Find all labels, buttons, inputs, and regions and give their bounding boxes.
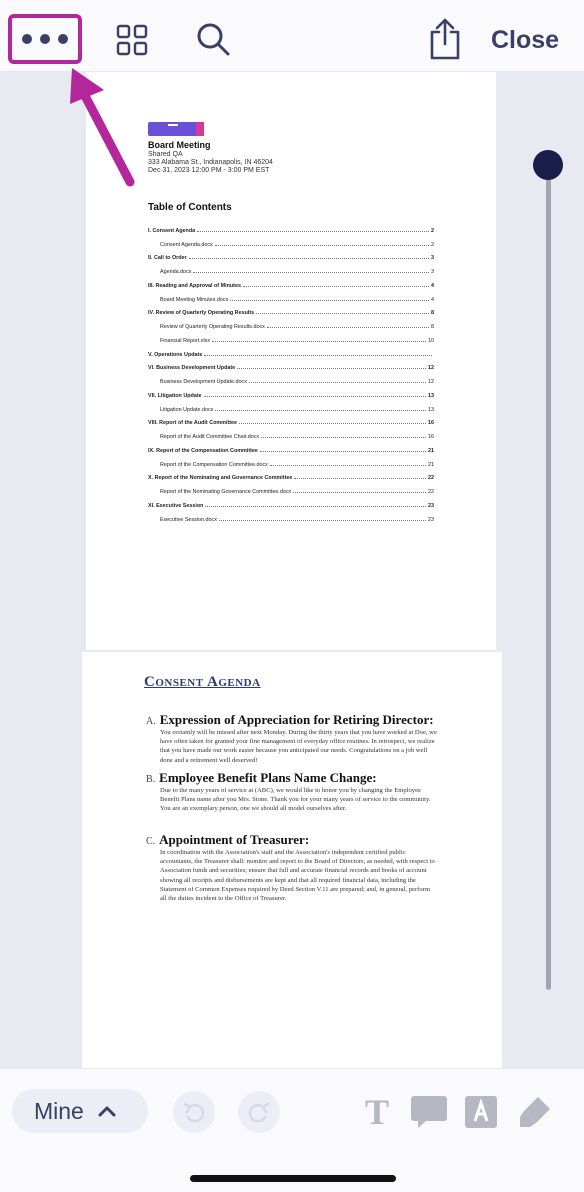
toc-entry-label: Review of Quarterly Operating Results.docx <box>160 324 265 330</box>
toc-entry[interactable] <box>148 275 434 289</box>
toc-leader-dots <box>204 396 426 397</box>
toc-entry-page: 16 <box>428 434 434 440</box>
search-button[interactable] <box>192 18 234 60</box>
toc-entry-page: 13 <box>428 392 434 399</box>
textbox-icon <box>464 1095 498 1129</box>
toc-entry[interactable] <box>148 316 434 330</box>
toc-entry-label: XI. Executive Session <box>148 502 204 509</box>
toc-leader-dots <box>260 451 426 452</box>
toc-entry[interactable] <box>148 344 434 358</box>
toc-entry-label: Consent Agenda.docx <box>160 241 213 248</box>
document-viewer[interactable] <box>0 72 584 1068</box>
toc-leader-dots <box>294 478 426 479</box>
toc-leader-dots <box>189 258 429 259</box>
toc-entry[interactable] <box>148 481 434 495</box>
toc-entry[interactable] <box>148 440 434 454</box>
toc-entry[interactable] <box>148 303 434 317</box>
table-of-contents <box>148 220 434 523</box>
text-tool-icon: T <box>364 1092 389 1132</box>
toc-entry-label: IX. Report of the Compensation Committee <box>148 447 258 454</box>
toc-entry[interactable] <box>148 385 434 399</box>
section-body: You certainly will be missed after next Monday. During the thirty years that you have worked at Doe, we have often taken for granted your fine management of everyday office routines. In retrospect, we realize that you have made our work easier because you anticipated our needs. Congratulations on a job well done and a retirement well deserved! <box>160 729 437 764</box>
toc-leader-dots <box>204 355 432 356</box>
section-letter: A. <box>146 716 156 727</box>
toc-entry-label: Agenda.docx <box>160 269 192 275</box>
toc-entry-page: 16 <box>428 420 434 427</box>
toc-entry-page: 2 <box>431 227 434 234</box>
toc-entry-label: VI. Business Development Update <box>148 365 236 372</box>
meeting-org: Shared QA <box>148 151 183 158</box>
toc-entry-label: Executive Session.docx <box>160 516 217 523</box>
toc-entry[interactable] <box>148 234 434 248</box>
section-heading: Employee Benefit Plans Name Change: <box>159 770 377 785</box>
toc-leader-dots <box>267 327 429 328</box>
toc-entry-page: 13 <box>428 406 434 413</box>
grid-icon <box>116 24 148 56</box>
toc-leader-dots <box>215 410 426 411</box>
undo-button[interactable] <box>173 1091 215 1133</box>
toc-entry-label: VIII. Report of the Audit Committee <box>148 420 238 427</box>
toc-entry-label: II. Call to Order <box>148 255 187 262</box>
toc-leader-dots <box>205 506 426 507</box>
toc-entry-label: I. Consent Agenda <box>148 227 196 234</box>
page-scrubber-handle[interactable] <box>533 150 563 180</box>
share-icon <box>428 18 462 60</box>
toc-leader-dots <box>215 245 429 246</box>
toc-leader-dots <box>230 300 429 301</box>
toc-entry-page: 23 <box>428 502 434 509</box>
toc-entry[interactable] <box>148 358 434 372</box>
toc-leader-dots <box>212 341 426 342</box>
toc-entry-page: 2 <box>431 241 434 248</box>
toc-entry-page: 23 <box>428 516 434 523</box>
toc-leader-dots <box>239 423 426 424</box>
toc-entry-page: 21 <box>428 447 434 454</box>
annotation-filter-button[interactable] <box>12 1089 148 1133</box>
close-button[interactable]: Close <box>490 25 560 54</box>
toc-title: Table of Contents <box>148 202 232 213</box>
section-heading: Appointment of Treasurer: <box>159 832 310 847</box>
toc-entry-label: Report of the Compensation Committee.docx <box>160 461 268 468</box>
pointer-arrow-icon <box>60 60 150 200</box>
toc-entry-label: VII. Litigation Update <box>148 392 202 399</box>
toc-entry-label: V. Operations Update <box>148 351 203 358</box>
toc-leader-dots <box>243 286 429 287</box>
toc-entry[interactable] <box>148 413 434 427</box>
text-tool-button[interactable] <box>358 1093 396 1131</box>
agenda-section <box>146 712 438 765</box>
comment-tool-button[interactable] <box>410 1093 448 1131</box>
toc-entry[interactable] <box>148 495 434 509</box>
toc-entry-label: Report of the Audit Committee Chair.docx <box>160 434 260 440</box>
textbox-tool-button[interactable] <box>462 1093 500 1131</box>
search-icon <box>195 21 231 57</box>
section-letter: C. <box>146 836 156 847</box>
toc-entry-label: Litigation Update.docx <box>160 406 214 413</box>
toc-entry[interactable] <box>148 454 434 468</box>
section-letter: B. <box>146 774 156 785</box>
meeting-time: Dec 31, 2023 12:00 PM - 3:00 PM EST <box>148 167 270 174</box>
consent-agenda-title: Consent Agenda <box>144 674 261 690</box>
toc-entry-page: 3 <box>431 255 434 262</box>
toc-entry-page: 4 <box>431 296 434 303</box>
more-options-button[interactable] <box>8 14 82 64</box>
filter-label: Mine <box>34 1097 84 1124</box>
toc-entry-page: 3 <box>431 269 434 275</box>
ellipsis-icon <box>22 34 68 44</box>
toc-entry-page: 8 <box>431 310 434 317</box>
toc-entry-label: Business Development Update.docx <box>160 379 247 385</box>
toc-entry[interactable] <box>148 468 434 482</box>
meeting-address: 333 Alabama St., Indianapolis, IN 46204 <box>148 159 273 166</box>
document-page-2 <box>82 652 502 1068</box>
toc-entry[interactable] <box>148 509 434 523</box>
agenda-section <box>146 770 438 814</box>
toc-entry-label: Report of the Nominating Governance Committee.docx <box>160 489 292 495</box>
toc-entry-page: 4 <box>431 282 434 289</box>
toc-entry-page: 8 <box>431 324 434 330</box>
undo-icon <box>182 1100 206 1124</box>
highlighter-tool-button[interactable] <box>516 1093 554 1131</box>
toc-entry[interactable] <box>148 399 434 413</box>
toc-entry-page: 12 <box>428 365 434 372</box>
toc-entry-label: III. Reading and Approval of Minutes <box>148 282 241 289</box>
toc-entry[interactable] <box>148 261 434 275</box>
meeting-title: Board Meeting <box>148 140 211 150</box>
toc-entry[interactable] <box>148 220 434 234</box>
company-logo <box>148 122 204 136</box>
section-body: In coordination with the Association's staff and the Association's independent certified public accountants, the Treasurer shall: monitor and report to the Board of Directors, as needed, with respect to Association funds and securities; ensure that full and accurate financial records and books of account showing all receipts and disbursements are kept and that all required financial data, including the Statement of Common Expenses required by Deed Section V.11 are prepared; and, in general, perform all the duties incident to the Office of Treasurer. <box>160 849 435 903</box>
page-scrubber-track[interactable] <box>546 156 551 990</box>
toc-leader-dots <box>256 313 429 314</box>
toc-entry-label: IV. Review of Quarterly Operating Results <box>148 310 255 317</box>
section-body: Due to the many years of service at (ABC), we would like to honor you by changing the Employee Benefit Plans name after you Mrs. Stone. Thank you for your many years of service to the community. You are an exemplary person, one we should all model ourselves after. <box>160 787 431 813</box>
toc-entry-label: Board Meeting Minutes.docx <box>160 296 229 303</box>
toc-entry-page: 21 <box>428 461 434 468</box>
toc-leader-dots <box>249 382 426 383</box>
toc-entry-page: 12 <box>428 379 434 385</box>
bottom-toolbar <box>0 1068 584 1192</box>
toc-entry-label: Financial Report.xlsx <box>160 337 211 344</box>
toc-entry-page: 22 <box>428 475 434 482</box>
share-button[interactable] <box>424 16 466 62</box>
section-heading: Expression of Appreciation for Retiring Director: <box>159 712 434 727</box>
toc-leader-dots <box>197 231 429 232</box>
toc-leader-dots <box>293 492 426 493</box>
agenda-section <box>146 832 438 903</box>
toc-leader-dots <box>193 272 429 273</box>
toc-entry-page: 22 <box>428 489 434 495</box>
comment-icon <box>410 1094 448 1130</box>
toc-leader-dots <box>261 437 426 438</box>
toc-entry[interactable] <box>148 371 434 385</box>
chevron-up-icon <box>98 1105 116 1117</box>
page-grid-button[interactable] <box>112 20 152 60</box>
toc-leader-dots <box>219 520 426 521</box>
redo-icon <box>247 1100 271 1124</box>
toc-entry-label: X. Report of the Nominating and Governance Committee <box>148 475 293 482</box>
home-indicator <box>190 1175 396 1182</box>
toc-entry[interactable] <box>148 330 434 344</box>
toc-entry[interactable] <box>148 248 434 262</box>
toc-entry[interactable] <box>148 426 434 440</box>
toc-leader-dots <box>270 465 426 466</box>
toc-entry-page: 10 <box>428 337 434 344</box>
highlighter-icon <box>518 1095 552 1129</box>
redo-button[interactable] <box>238 1091 280 1133</box>
toc-leader-dots <box>237 368 426 369</box>
toc-entry[interactable] <box>148 289 434 303</box>
